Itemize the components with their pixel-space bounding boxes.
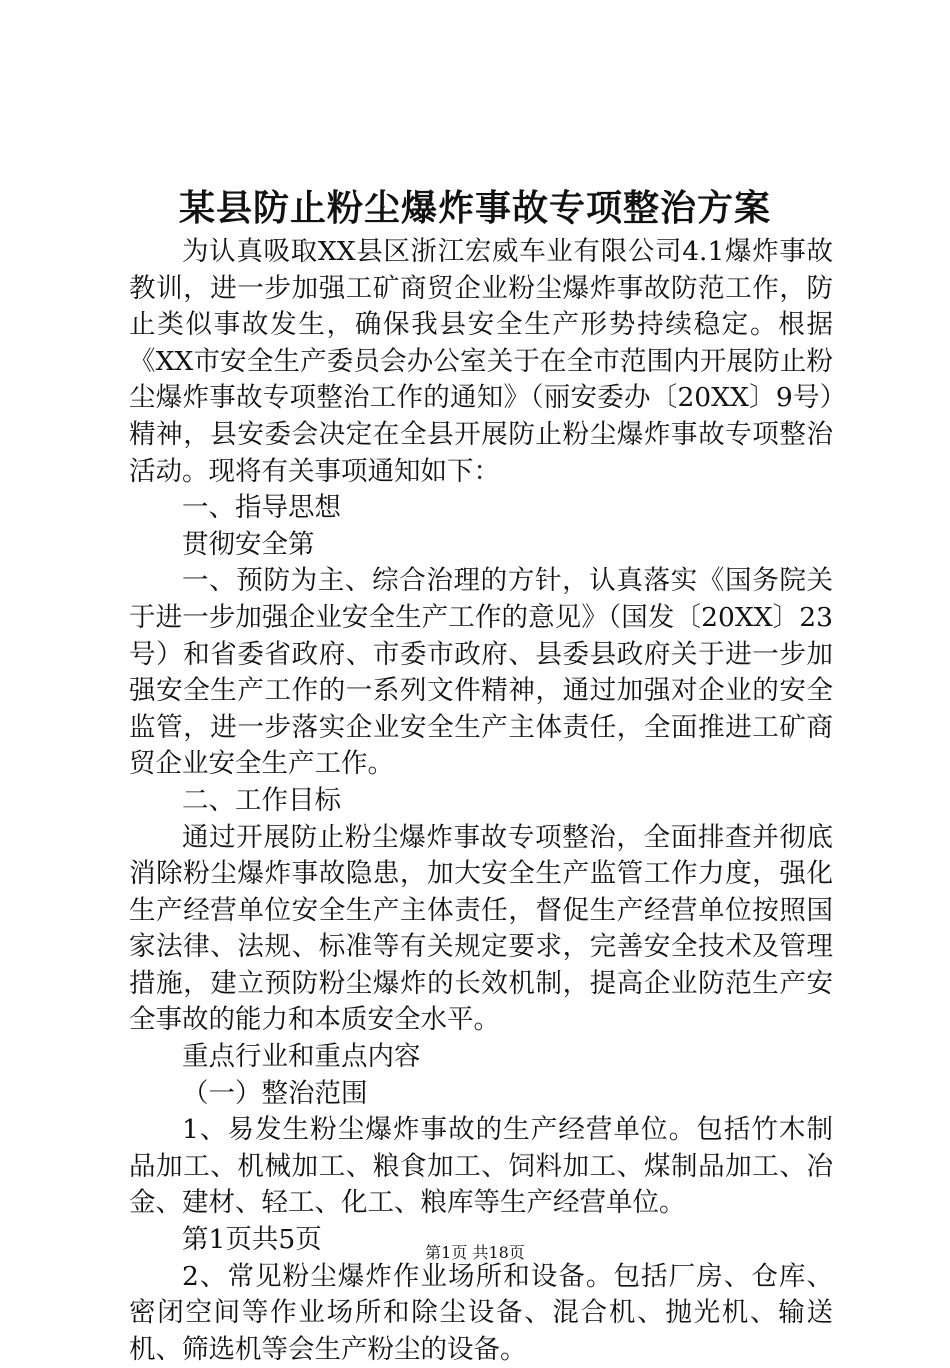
document-title: 某县防止粉尘爆炸事故专项整治方案 [178, 187, 771, 229]
paragraph-scope-item-1: 1、易发生粉尘爆炸事故的生产经营单位。包括竹木制品加工、机械加工、粮食加工、饲料加工、煤制品加工、冶金、建材、轻工、化工、粮库等生产经营单位。 [129, 1114, 833, 1219]
subsection-heading-scope: （一）整治范围 [182, 1077, 368, 1109]
intro-paragraph: 为认真吸取XX县区浙江宏威车业有限公司4.1爆炸事故教训，进一步加强工矿商贸企业粉尘爆炸事故防范工作，防止类似事故发生，确保我县安全生产形势持续稳定。根据《XX市安全生产委员会办公室关于在全市范围内开展防止粉尘爆炸事故专项整治工作的通知》（丽安委办〔20XX〕9号）精神，县安委会决定在全县开展防止粉尘爆炸事故专项整治活动。现将有关事项通知如下： [129, 236, 833, 487]
paragraph-safety-first: 贯彻安全第 [182, 528, 315, 560]
paragraph-prevention-policy: 一、预防为主、综合治理的方针，认真落实《国务院关于进一步加强企业安全生产工作的意见》（国发〔20XX〕23号）和省委省政府、市委市政府、县委县政府关于进一步加强安全生产工作的一系列文件精神，通过加强对企业的安全监管，进一步落实企业安全生产主体责任，全面推进工矿商贸企业安全生产工作。 [129, 565, 833, 780]
document-body [129, 234, 833, 1368]
paragraph-work-goals: 通过开展防止粉尘爆炸事故专项整治，全面排查并彻底消除粉尘爆炸事故隐患，加大安全生产监管工作力度，强化生产经营单位安全生产主体责任，督促生产经营单位按照国家法律、法规、标准等有关规定要求，完善安全技术及管理措施，建立预防粉尘爆炸的长效机制，提高企业防范生产安全事故的能力和本质安全水平。 [129, 821, 833, 1036]
section-heading-key-industries: 重点行业和重点内容 [182, 1041, 421, 1073]
inline-page-marker: 第1页共5页 [182, 1224, 322, 1256]
paragraph-scope-item-2: 2、常见粉尘爆炸作业场所和设备。包括厂房、仓库、密闭空间等作业场所和除尘设备、混合机、抛光机、输送机、筛选机等会生产粉尘的设备。 [129, 1260, 833, 1365]
section-heading-work-goals: 二、工作目标 [182, 784, 341, 816]
section-heading-guiding-idea: 一、指导思想 [182, 492, 341, 524]
page-footer: 第1页 共18页 [425, 1243, 525, 1262]
